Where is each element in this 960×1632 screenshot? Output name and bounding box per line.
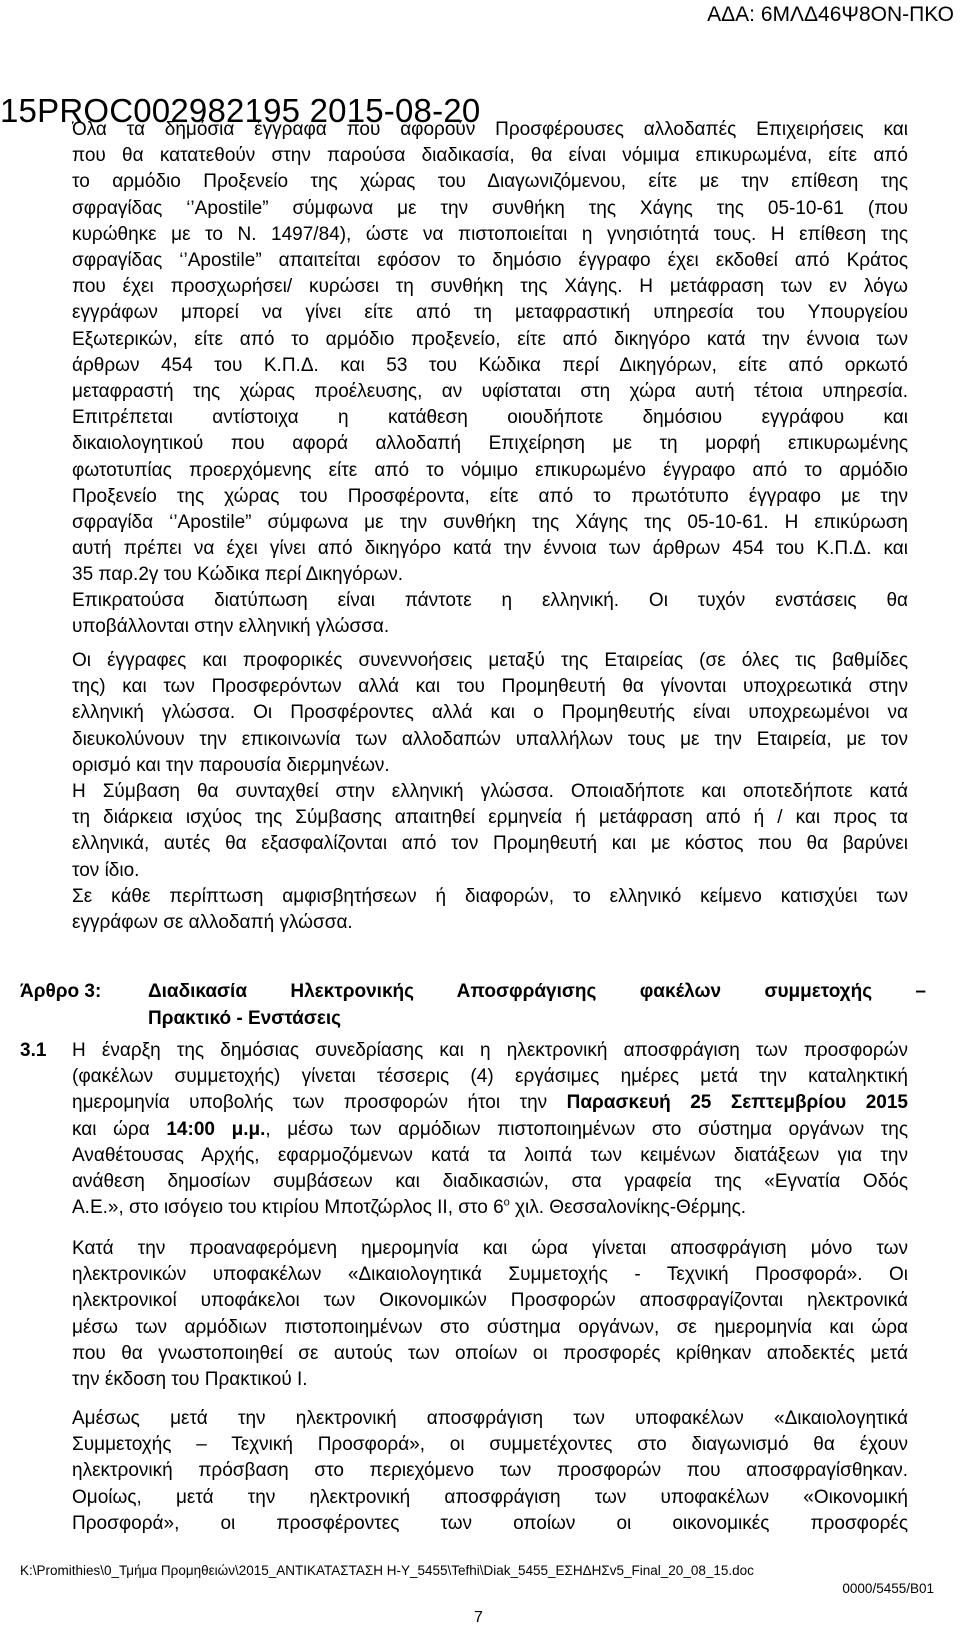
text-line: εγγράφων σε αλλοδαπή γλώσσα. [72, 912, 353, 934]
text-line: (φακέλων συμμετοχής) γίνεται τέσσερις (4) εργάσιμες ημέρες μετά την καταληκτική [72, 1066, 908, 1088]
text-line: τη διάρκεια ισχύος της Σύμβασης απαιτηθεί ερμηνεία ή μετάφραση από ή / και προς τα [72, 807, 908, 829]
article-label: Άρθρο 3: [20, 981, 102, 1002]
text-line: φωτοτυπίας προερχόμενης είτε από το νόμιμο επικυρωμένο έγγραφο από το αρμόδιο [72, 459, 908, 481]
text-line: Επιτρέπεται αντίστοιχα η κατάθεση οιουδήποτε δημόσιου εγγράφου και [72, 407, 908, 429]
text-line: Προσφορά», οι προσφέροντες των οποίων οι οικονομικές προσφορές [72, 1512, 908, 1534]
text-line: Ομοίως, μετά την ηλεκτρονική αποσφράγιση των υποφακέλων «Οικονομική [72, 1486, 908, 1508]
text-line: ελληνική γλώσσα. Οι Προσφέροντες αλλά και ο Προμηθευτής είναι υποχρεωμένοι να [72, 702, 908, 724]
text-line: τον ίδιο. [72, 859, 140, 881]
article-title-line: Διαδικασία Ηλεκτρονικής Αποσφράγισης φακέλων συμμετοχής – [148, 981, 926, 1002]
paragraph-electronic-access [72, 1406, 908, 1537]
text-line: που θα γνωστοποιηθεί σε αυτούς των οποίων οι προσφορές κρίθηκαν αποδεκτές μετά [72, 1342, 908, 1364]
text-run: χιλ. Θεσσαλονίκης-Θέρμης. [509, 1197, 747, 1219]
text-line: Όλα τα δημόσια έγγραφα που αφορούν Προσφέρουσες αλλοδαπές Επιχειρήσεις και [72, 119, 908, 140]
text-run: και ώρα [72, 1118, 167, 1140]
text-line [72, 1195, 908, 1221]
text-line: την έκδοση του Πρακτικού Ι. [72, 1369, 308, 1391]
section-number: 3.1 [20, 1040, 47, 1061]
text-line: Συμμετοχής – Τεχνική Προσφορά», οι συμμετέχοντες στο διαγωνισμό θα έχουν [72, 1434, 908, 1456]
text-line: Η έναρξη της δημόσιας συνεδρίασης και η ηλεκτρονική αποσφράγιση των προσφορών [72, 1040, 908, 1061]
footer-doc-code: 0000/5455/B01 [842, 1581, 934, 1596]
text-line: Σε κάθε περίπτωση αμφισβητήσεων ή διαφορών, το ελληνικό κείμενο κατισχύει των [72, 885, 908, 907]
article-title-line: Πρακτικό - Ενστάσεις [148, 1008, 342, 1029]
text-line: ηλεκτρονικοί υποφάκελοι των Οικονομικών Προσφορών αποσφραγίζονται ηλεκτρονικά [72, 1290, 908, 1312]
text-line: σφραγίδας ‘’Apostile” σύμφωνα με την συνθήκη της Χάγης της 05-10-61 (που [72, 197, 908, 219]
text-line: υποβάλλονται στην ελληνική γλώσσα. [72, 616, 390, 638]
text-line: Κατά την προαναφερόμενη ημερομηνία και ώρα γίνεται αποσφράγιση μόνο των [72, 1238, 908, 1259]
text-line: δικαιολογητικού που αφορά αλλοδαπή Επιχείρηση με τη μορφή επικυρωμένης [72, 433, 908, 455]
text-run: , μέσω των αρμόδιων πιστοποιημένων στο σύστημα οργάνων της [265, 1118, 908, 1140]
paragraph-prevailing-language [72, 588, 908, 640]
article-title [148, 978, 926, 1032]
opening-date: Παρασκευή 25 Σεπτεμβρίου 2015 [566, 1092, 908, 1114]
page-number: 7 [474, 1609, 483, 1626]
text-line: μέσω των αρμόδιων πιστοποιημένων στο σύστημα οργάνων, σε ημερομηνία και ώρα [72, 1316, 908, 1338]
text-line: ηλεκτρονική πρόσβαση στο περιεχόμενο των προσφορών που αποσφραγίσθηκαν. [72, 1460, 908, 1482]
paragraph-apostille [72, 117, 908, 589]
text-line: το αρμόδιο Προξενείο της χώρας του Διαγωνιζόμενου, είτε με την επίθεση της [72, 171, 908, 193]
footer-file-path: K:\Promithies\0_Τμήμα Προμηθειών\2015_ΑΝΤΙΚΑΤΑΣΤΑΣΗ Η-Υ_5455\Tefhi\Diak_5455_ΕΣΗΔΗΣv5_Final_20_08_15.doc [20, 1563, 754, 1578]
text-line: κυρώθηκε με το Ν. 1497/84), ώστε να πιστοποιείται η γνησιότητά τους. Η επίθεση της [72, 223, 908, 245]
text-line: διευκολύνουν την επικοινωνία των αλλοδαπών υπαλλήλων τους με την Εταιρεία, με τον [72, 728, 908, 750]
text-line: ανάθεση δημοσίων συμβάσεων και διαδικασιών, στα γραφεία της «Εγνατία Οδός [72, 1171, 908, 1193]
text-line: μεταφραστή της χώρας προέλευσης, αν υφίσταται στη χώρα αυτή τέτοια υπηρεσία. [72, 381, 908, 403]
text-run: Α.Ε.», στο ισόγειο του κτιρίου Μποτζώρλος ΙΙ, στο 6 [72, 1197, 504, 1219]
text-line: που έχει προσχωρήσει/ κυρώσει τη συνθήκη της Χάγης. Η μετάφραση των εν λόγω [72, 276, 908, 298]
text-line: αυτή πρέπει να έχει γίνει από δικηγόρο κατά την έννοια των άρθρων 454 του Κ.Π.Δ. και [72, 538, 908, 560]
text-line: Επικρατούσα διατύπωση είναι πάντοτε η ελληνική. Οι τυχόν ενστάσεις θα [72, 590, 908, 611]
text-line: Αναθέτουσας Αρχής, εφαρμοζόμενων κατά τα λοιπά των κειμένων διατάξεων για την [72, 1144, 908, 1166]
text-line: Οι έγγραφες και προφορικές συνεννοήσεις μεταξύ της Εταιρείας (σε όλες τις βαθμίδες [72, 650, 908, 671]
text-line: άρθρων 454 του Κ.Π.Δ. και 53 του Κώδικα περί Δικηγόρων, είτε από ορκωτό [72, 354, 908, 376]
text-line: που θα κατατεθούν στην παρούσα διαδικασία, θα είναι νόμιμα επικυρωμένα, είτε από [72, 145, 908, 167]
text-run: ημερομηνία υποβολής των προσφορών ήτοι την [72, 1092, 567, 1114]
text-line: Προξενείο της χώρας του Προσφέροντα, είτε από το πρωτότυπο έγγραφο με την [72, 485, 908, 507]
ada-stamp: ΑΔΑ: 6ΜΛΔ46Ψ8ΟΝ-ΠΚΟ [707, 3, 954, 26]
superscript: ο [503, 1196, 510, 1209]
text-line: σφραγίδα ‘’Apostile” σύμφωνα με την συνθήκη της Χάγης της 05-10-61. Η επικύρωση [72, 512, 908, 534]
text-line: ηλεκτρονικών υποφακέλων «Δικαιολογητικά Συμμετοχής - Τεχνική Προσφορά». Οι [72, 1264, 908, 1286]
protocol-stamp: 15PROC002982195 2015-08-20 [0, 92, 481, 129]
text-line: 35 παρ.2γ του Κώδικα περί Δικηγόρων. [72, 564, 404, 586]
text-line: σφραγίδας ‘’Apostile” απαιτείται εφόσον το δημόσιο έγγραφο έχει εκδοθεί από Κράτος [72, 250, 908, 272]
opening-time: 14:00 μ.μ. [166, 1118, 266, 1140]
paragraph-opening-procedure [72, 1236, 908, 1393]
text-line [72, 1090, 908, 1116]
paragraph-communications [72, 648, 908, 936]
text-line: Η Σύμβαση θα συνταχθεί στην ελληνική γλώσσα. Οποιαδήποτε και οποτεδήποτε κατά [72, 781, 908, 803]
text-line: Εξωτερικών, είτε από το αρμόδιο προξενείο, είτε από δικηγόρο κατά την έννοια των [72, 328, 908, 350]
text-line: Αμέσως μετά την ηλεκτρονική αποσφράγιση των υποφακέλων «Δικαιολογητικά [72, 1408, 908, 1429]
text-line [72, 1117, 908, 1143]
text-line: εγγράφων μπορεί να γίνει είτε από τη μεταφραστική υπηρεσία του Υπουργείου [72, 302, 908, 324]
text-line: της) και των Προσφερόντων αλλά και του Προμηθευτή θα γίνονται υποχρεωτικά στην [72, 676, 908, 698]
text-line: ελληνικά, αυτές θα εξασφαλίζονται από τον Προμηθευτή και με κόστος που θα βαρύνει [72, 833, 908, 855]
text-line: ορισμό και την παρουσία διερμηνέων. [72, 754, 390, 776]
section-3-1-text [72, 1038, 908, 1221]
